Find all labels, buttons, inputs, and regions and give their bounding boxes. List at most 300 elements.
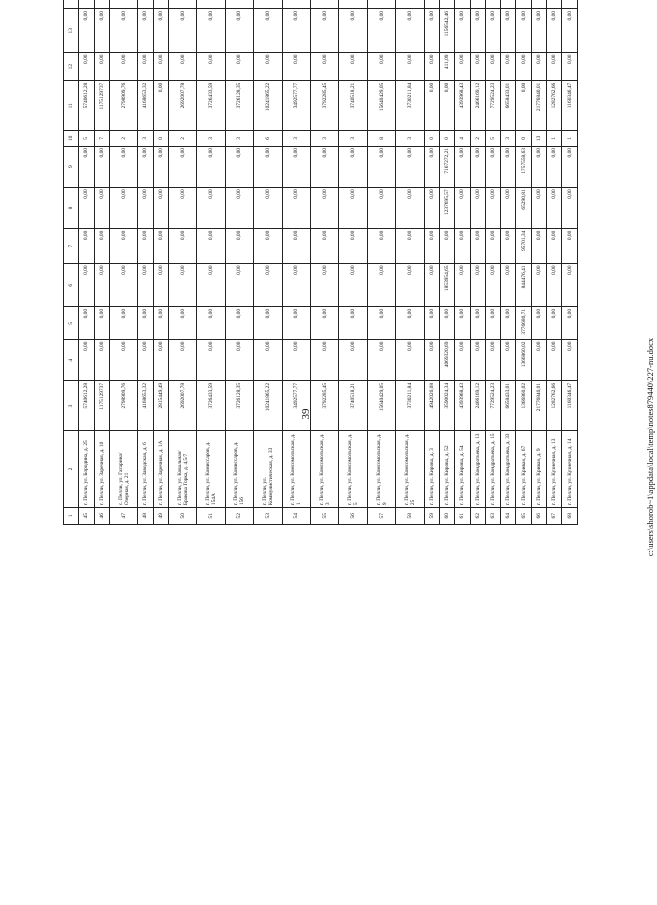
value-cell: 0,00 [367,307,395,340]
value-cell: 0,00 [367,53,395,81]
value-cell: 2815449,49 [153,381,168,431]
value-cell: 0,00 [94,146,109,187]
value-cell: 0,00 [424,229,439,264]
value-cell: 0,00 [79,263,94,307]
value-cell: 0,00 [225,229,253,264]
value-cell: 0,00 [79,229,94,264]
value-cell: 0,00 [94,9,109,53]
value-cell: 1853954,65 [440,263,455,307]
row-number-cell: 57 [367,507,395,524]
value-cell: 0,00 [225,307,253,340]
value-cell: 0,00 [225,263,253,307]
value-cell: 0,00 [396,146,424,187]
value-cell: 0,00 [367,263,395,307]
value-cell: 0,00 [485,187,500,228]
value-cell: 0,00 [79,187,94,228]
value-cell: 0,00 [109,263,137,307]
column-header: 3 [64,381,79,431]
value-cell: 0,00 [455,340,470,381]
value-cell [153,0,168,9]
address-cell: г. Пелли, ул. Кондратьева, д. 33 [501,431,516,507]
value-cell: 3 [197,131,225,146]
value-cell: 21776840,01 [531,381,546,431]
value-cell: 0,00 [282,263,310,307]
value-cell: 0,00 [470,307,485,340]
value-cell: 0,00 [501,9,516,53]
value-cell: 1175129737 [94,381,109,431]
value-cell: 2466169,12 [470,381,485,431]
value-cell: 6658433,01 [501,81,516,131]
value-cell: 7 [94,131,109,146]
value-cell: 0 [153,131,168,146]
value-cell: 0,00 [470,9,485,53]
value-cell: 0,00 [339,9,367,53]
address-cell: г. Пелли, ул. Кондратьева, д. 15 [485,431,500,507]
value-cell: 1156542,46 [440,9,455,53]
address-cell: г. Пелли, ул. Комсомольская, д. 9 [367,431,395,507]
value-cell: 0,00 [153,187,168,228]
value-cell: 8 [367,131,395,146]
value-cell: 0,00 [225,187,253,228]
value-cell [424,0,439,9]
value-cell: 0,00 [94,187,109,228]
value-cell: 0,00 [485,307,500,340]
table-row [168,0,196,525]
value-cell: 844476,41 [516,263,531,307]
value-cell [254,0,282,9]
value-cell: 1 [547,131,562,146]
value-cell: 3 [138,131,153,146]
value-cell: 0,00 [94,340,109,381]
value-cell: 0,00 [547,340,562,381]
value-cell: 0,00 [109,307,137,340]
value-cell: 7167272,21 [440,146,455,187]
value-cell: 0,00 [367,340,395,381]
value-cell: 4393968,43 [455,81,470,131]
table-row [339,0,367,525]
value-cell: 0,00 [138,263,153,307]
value-cell [225,0,253,9]
value-cell: 0,00 [79,146,94,187]
value-cell: 0,00 [485,229,500,264]
value-cell: 0,00 [470,229,485,264]
value-cell: 0,00 [109,53,137,81]
column-header: 2 [64,431,79,507]
value-cell: 0,00 [396,9,424,53]
value-cell [547,0,562,9]
value-cell: 0,00 [396,53,424,81]
value-cell: 0,00 [225,146,253,187]
register-table-container [63,10,578,890]
value-cell: 1282762,66 [547,381,562,431]
value-cell: 0,00 [153,340,168,381]
value-cell: 0,00 [562,53,578,81]
value-cell: 0,00 [254,307,282,340]
address-cell: г. Пелли, ул. Комиссаров, д. 154А [197,431,225,507]
value-cell: 1160346,47 [562,81,578,131]
value-cell: 0,00 [562,229,578,264]
value-cell: 0,00 [470,187,485,228]
row-number-cell: 50 [168,507,196,524]
value-cell: 3492577,77 [282,381,310,431]
value-cell [485,0,500,9]
row-number-cell: 59 [424,507,439,524]
value-cell: 3740518,21 [339,381,367,431]
value-cell: 3792285,45 [311,381,339,431]
value-cell: 0,00 [254,146,282,187]
value-cell: 4393968,43 [455,381,470,431]
address-cell: г. Пелли, ул. Кузнечная, д. 13 [547,431,562,507]
value-cell: 21776840,01 [531,81,546,131]
value-cell: 3 [311,131,339,146]
value-cell: 0,00 [455,9,470,53]
value-cell: 0 [424,131,439,146]
value-cell: 0,00 [168,263,196,307]
value-cell: 0,00 [311,53,339,81]
table-row [79,0,94,525]
value-cell: 0,00 [168,146,196,187]
row-number-cell: 62 [470,507,485,524]
table-row [254,0,282,525]
value-cell: 1366860,02 [516,381,531,431]
column-header: 13 [64,9,79,53]
value-cell [396,0,424,9]
value-cell: 0,00 [516,81,531,131]
row-number-cell: 56 [339,507,367,524]
value-cell: 13 [531,131,546,146]
value-cell: 15640429,05 [367,81,395,131]
value-cell: 0,00 [485,340,500,381]
value-cell: 0,00 [501,263,516,307]
value-cell: 3776680,71 [516,307,531,340]
value-cell: 3 [396,131,424,146]
table-row [562,0,578,525]
value-cell: 0,00 [440,307,455,340]
value-cell [138,0,153,9]
value-cell: 0,00 [138,229,153,264]
value-cell: 0,00 [531,340,546,381]
address-cell: с. Пелли, ул. Гагарина/ Озерная, д. 21 [109,431,137,507]
value-cell: 0,00 [485,9,500,53]
value-cell: 411,09 [440,53,455,81]
value-cell: 0,00 [424,263,439,307]
table-row [440,0,455,525]
table-row [225,0,253,525]
value-cell: 3590024,34 [440,381,455,431]
value-cell: 0,00 [455,229,470,264]
value-cell: 0,00 [455,307,470,340]
value-cell: 0,00 [531,187,546,228]
value-cell: 0,00 [282,229,310,264]
value-cell: 0,00 [339,146,367,187]
value-cell: 5 [485,131,500,146]
value-cell: 0,00 [531,307,546,340]
value-cell: 0,00 [516,53,531,81]
column-header: 12 [64,53,79,81]
address-cell: г. Пелли, ул. Ковальная/ Бракова Горка, д. 4,5/7 [168,431,196,507]
value-cell: 0,00 [94,53,109,81]
value-cell: 0,00 [424,146,439,187]
value-cell: 0,00 [282,9,310,53]
value-cell: 0,00 [531,229,546,264]
value-cell: 1 [562,131,578,146]
value-cell: 0,00 [455,146,470,187]
value-cell: 0,00 [396,263,424,307]
value-cell: 0,00 [339,307,367,340]
address-cell: г. Пелли, ул. Кривая, д. 67 [516,431,531,507]
value-cell: 5740612,28 [79,381,94,431]
value-cell: 4 [455,131,470,146]
value-cell: 0,00 [562,340,578,381]
value-cell: 95701,34 [516,229,531,264]
row-number-cell: 63 [485,507,500,524]
value-cell: 0,00 [153,9,168,53]
value-cell: 0,00 [501,53,516,81]
row-number-cell: 46 [94,507,109,524]
value-cell: 0 [516,131,531,146]
value-cell: 0,00 [440,81,455,131]
column-header: 9 [64,146,79,187]
value-cell: 0,00 [311,146,339,187]
table-row [424,0,439,525]
value-cell: 0,00 [339,53,367,81]
column-header: 6 [64,263,79,307]
value-cell: 0,00 [94,229,109,264]
value-cell: 0,00 [197,53,225,81]
value-cell: 0,00 [311,229,339,264]
value-cell: 0,00 [311,307,339,340]
value-cell: 0,00 [79,9,94,53]
value-cell: 0,00 [501,187,516,228]
value-cell [367,0,395,9]
value-cell: 0,00 [138,187,153,228]
row-number-cell: 51 [197,507,225,524]
value-cell: 0,00 [547,146,562,187]
value-cell: 0,00 [470,146,485,187]
table-row [197,0,225,525]
value-cell: 0,00 [501,340,516,381]
value-cell [440,0,455,9]
value-cell: 6658433,01 [501,381,516,431]
value-cell: 0,00 [547,9,562,53]
value-cell: 0,00 [311,187,339,228]
value-cell [282,0,310,9]
value-cell: 2 [168,131,196,146]
value-cell: 0,00 [396,187,424,228]
address-cell: г. Пелли, ул. Комсомольская, д. 3 [311,431,339,507]
value-cell: 0,00 [424,340,439,381]
register-table-rotated [63,0,578,525]
value-cell [311,0,339,9]
row-number-cell: 68 [562,507,578,524]
value-cell: 4168653,32 [138,81,153,131]
value-cell: 0,00 [138,146,153,187]
value-cell: 0,00 [547,307,562,340]
value-cell: 0,00 [197,340,225,381]
value-cell: 6 [254,131,282,146]
value-cell: 4942020,08 [424,381,439,431]
value-cell: 0,00 [138,340,153,381]
value-cell: 0,00 [367,229,395,264]
value-cell: 0,00 [485,263,500,307]
table-row [109,0,137,525]
page-number: 39 [300,408,312,420]
row-number-cell: 66 [531,507,546,524]
value-cell: 0,00 [282,146,310,187]
value-cell [94,0,109,9]
value-cell: 0,00 [455,187,470,228]
value-cell: 0,00 [485,146,500,187]
address-cell: г. Пелли, ул. Коммунистическая, д. 33 [254,431,282,507]
value-cell: 5 [79,131,94,146]
value-cell: 0,00 [254,263,282,307]
value-cell: 0,00 [367,9,395,53]
value-cell: 0,00 [470,263,485,307]
column-header: 4 [64,340,79,381]
row-number-cell: 52 [225,507,253,524]
row-number-cell: 53 [254,507,282,524]
address-cell: г. Пелли, ул. Комиссаров, д. 156 [225,431,253,507]
value-cell: 0,00 [501,229,516,264]
value-cell: 0,00 [79,53,94,81]
address-cell: г. Пелли, ул. Бородина, д. 25 [79,431,94,507]
value-cell: 0,00 [109,187,137,228]
table-row [531,0,546,525]
column-header: 10 [64,131,79,146]
register-table [63,0,578,525]
address-cell: г. Пелли, ул. Кирова, д. 54 [455,431,470,507]
value-cell: 0,00 [396,307,424,340]
column-header [64,0,79,9]
value-cell: 0,00 [485,53,500,81]
value-cell: 0,00 [282,53,310,81]
value-cell: 0,00 [547,53,562,81]
value-cell: 3730211,84 [396,81,424,131]
table-row [153,0,168,525]
value-cell: 0,00 [197,187,225,228]
value-cell: 0,00 [225,53,253,81]
value-cell: 0,00 [153,81,168,131]
value-cell: 0,00 [109,340,137,381]
value-cell: 3726433,59 [197,81,225,131]
row-number-cell: 64 [501,507,516,524]
value-cell: 0,00 [225,340,253,381]
value-cell: 0,00 [424,9,439,53]
value-cell [455,0,470,9]
row-number-cell: 49 [153,507,168,524]
value-cell: 0,00 [547,229,562,264]
value-cell: 2692007,78 [168,81,196,131]
address-cell: г. Пелли, ул. Кирова, д. 3 [424,431,439,507]
address-cell: г. Пелли, ул. Комсомольская, д. 1 [282,431,310,507]
row-number-cell: 67 [547,507,562,524]
value-cell: 0,00 [501,307,516,340]
value-cell: 0,00 [311,340,339,381]
column-header: 11 [64,81,79,131]
value-cell: 4168653,32 [138,381,153,431]
address-cell: г. Пелли, ул. Заречная, д. 1А [153,431,168,507]
value-cell: 0,00 [424,53,439,81]
value-cell: 1160346,47 [562,381,578,431]
value-cell: 0,00 [254,187,282,228]
table-row [367,0,395,525]
value-cell [339,0,367,9]
value-cell: 3726128,35 [225,381,253,431]
table-row [547,0,562,525]
value-cell: 0,00 [153,263,168,307]
address-cell: г. Пелли, ул. Заречная, д. 10 [94,431,109,507]
value-cell: 3 [501,131,516,146]
value-cell [470,0,485,9]
value-cell: 0,00 [168,229,196,264]
table-row [516,0,531,525]
table-row [94,0,109,525]
table-row [501,0,516,525]
value-cell: 0,00 [396,229,424,264]
value-cell: 0,00 [153,229,168,264]
value-cell: 0,00 [109,146,137,187]
value-cell: 0,00 [197,9,225,53]
value-cell: 7729524,23 [485,381,500,431]
value-cell: 0,00 [109,9,137,53]
value-cell: 0,00 [254,229,282,264]
value-cell: 0,00 [168,53,196,81]
table-row [138,0,153,525]
table-row [470,0,485,525]
row-number-cell: 65 [516,507,531,524]
value-cell: 0,00 [79,340,94,381]
value-cell: 0,00 [547,263,562,307]
value-cell: 0,00 [282,340,310,381]
value-cell: 0,00 [282,187,310,228]
address-cell: г. Пелли, ул. Кривая, д. 9 [531,431,546,507]
value-cell: 2798909,76 [109,381,137,431]
table-row [485,0,500,525]
value-cell: 3792285,45 [311,81,339,131]
value-cell: 0,00 [197,146,225,187]
value-cell: 0,00 [470,340,485,381]
value-cell: 0,00 [339,340,367,381]
row-number-cell: 60 [440,507,455,524]
value-cell: 0,00 [562,263,578,307]
value-cell: 0,00 [168,187,196,228]
value-cell: 0,00 [562,9,578,53]
value-cell [168,0,196,9]
value-cell: 1175129737 [94,81,109,131]
address-cell: г. Пелли, ул. Комсомольская, д. 25 [396,431,424,507]
value-cell: 3730211,84 [396,381,424,431]
header-row [64,0,79,525]
value-cell: 3 [339,131,367,146]
table-row [455,0,470,525]
address-cell: г. Пелли, ул. Заводская, д. 6 [138,431,153,507]
value-cell: 0,00 [138,53,153,81]
value-cell: 0,00 [562,307,578,340]
value-cell: 0,00 [531,263,546,307]
table-row [311,0,339,525]
value-cell: 7729524,23 [485,81,500,131]
row-number-cell: 58 [396,507,424,524]
value-cell: 3 [225,131,253,146]
value-cell [562,0,578,9]
value-cell: 2692007,78 [168,381,196,431]
value-cell: 0,00 [396,340,424,381]
value-cell: 0,00 [470,53,485,81]
value-cell: 0,00 [197,307,225,340]
value-cell: 3726128,35 [225,81,253,131]
value-cell: 0,00 [455,53,470,81]
value-cell: 3726433,59 [197,381,225,431]
